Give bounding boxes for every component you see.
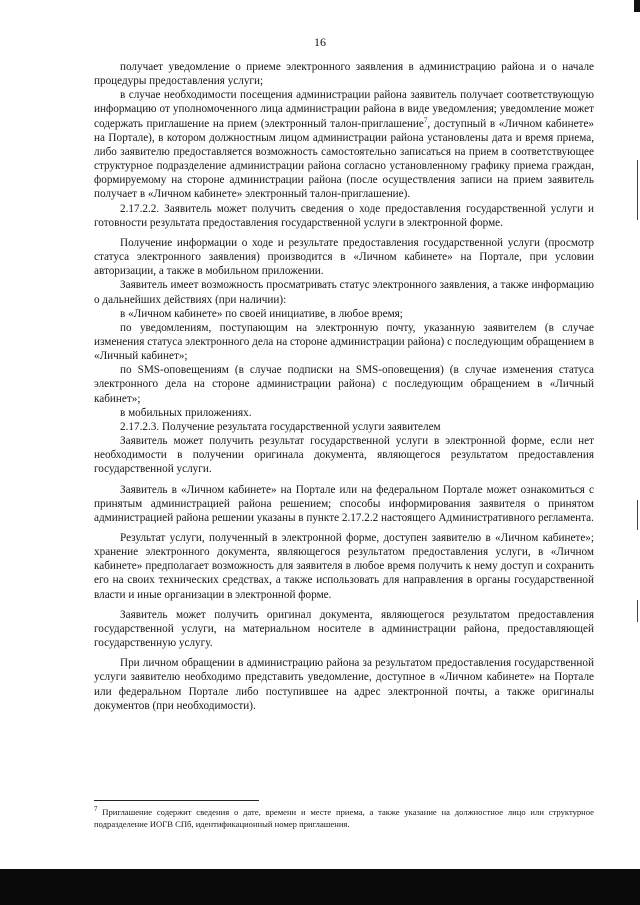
paragraph	[94, 434, 594, 476]
paragraph	[94, 406, 594, 420]
paragraph-text: в мобильных приложениях.	[120, 406, 252, 419]
paragraph	[94, 321, 594, 363]
paragraph-text: Заявитель имеет возможность просматривать статус электронного заявления, а также информацию о дальнейших действиях (при наличии):	[94, 279, 594, 306]
paragraph-text: Получение информации о ходе и результате предоставления государственной услуги (просмотр статуса электронного заявления) производится в «Личном кабинете» на Портале, при условии авторизации, а также в мобильном приложении.	[94, 236, 594, 278]
paragraph	[94, 60, 594, 88]
paragraph-text: получает уведомление о приеме электронного заявления в администрацию района и о начале процедуры предоставления услуги;	[94, 61, 594, 88]
footnote-text: Приглашение содержит сведения о дате, времени и месте приема, а также указание на должностное лицо или структурное подразделение ИОГВ СПб, идентификационный номер приглашения.	[94, 807, 594, 829]
footnote-divider	[94, 800, 259, 801]
paragraph	[94, 608, 594, 650]
paragraph-text: , доступный в «Личном кабинете» на Портале), в котором должностным лицом администрации района установлены дата и время приема, либо заявителю предоставляется возможность самостоятельно записаться на прием в соответствующее структурное подразделение администрации района согласно установленному графику приема граждан, формируемому на стороне администрации района (после осуществления записи на прием заявитель получает в «Личном кабинете» электронный талон-приглашение).	[94, 117, 594, 201]
scan-edge-mark	[637, 500, 638, 530]
page-number: 16	[314, 35, 326, 49]
paragraph	[94, 420, 594, 434]
scan-edge-mark	[634, 0, 640, 12]
paragraph-text: Заявитель может получить результат государственной услуги в электронной форме, если нет необходимости в получении оригинала документа, являющегося результатом предоставления государственной услуги.	[94, 435, 594, 476]
paragraph	[94, 363, 594, 405]
paragraph	[94, 202, 594, 230]
paragraph	[94, 656, 594, 713]
paragraph-text: Заявитель в «Личном кабинете» на Портале или на федеральном Портале может ознакомиться с принятым администрацией района решением; способы информирования заявителя о принятом администрацией района решении указаны в пункте 2.17.2.2 настоящего Административного регламента.	[94, 483, 594, 524]
paragraph	[94, 88, 594, 201]
paragraph-text: Заявитель может получить оригинал документа, являющегося результатом предоставления государственной услуги, на материальном носителе в администрации района, предоставляющей государственную услугу.	[94, 608, 594, 650]
footnote-reference: 7	[423, 115, 428, 124]
paragraph	[94, 531, 594, 602]
footnote	[94, 806, 594, 830]
paragraph-text: При личном обращении в администрацию района за результатом предоставления государственной услуги заявителю необходимо представить уведомление, доступное в «Личном кабинете» на Портале или федеральном Портале либо поступившее на адрес электронной почты, а также оригиналы документов (при необходимости).	[94, 657, 594, 712]
paragraph	[94, 483, 594, 525]
paragraph-text: в «Личном кабинете» по своей инициативе, в любое время;	[120, 307, 403, 320]
scan-edge-mark	[637, 160, 638, 220]
paragraph	[94, 307, 594, 321]
scan-edge-mark	[637, 600, 638, 622]
paragraph-text: по SMS-оповещениям (в случае подписки на SMS-оповещения) (в случае изменения статуса электронного дела на стороне администрации района) с последующим обращением в «Личный кабинет»;	[94, 364, 594, 405]
paragraph-text: в случае необходимости посещения администрации района заявитель получает соответствующую информацию от уполномоченного лица администрации района в виде уведомления; уведомление может содержать приглашение на прием (электронный талон-приглашение	[94, 89, 594, 130]
paragraph	[94, 278, 594, 306]
footnote-marker: 7	[94, 805, 98, 814]
body-text	[94, 60, 594, 713]
paragraph-text: по уведомлениям, поступающим на электронную почту, указанную заявителем (в случае изменения статуса электронного дела на стороне администрации района) с последующим обращением в «Личный кабинет»;	[94, 321, 594, 363]
paragraph	[94, 236, 594, 278]
scan-border	[0, 869, 640, 905]
paragraph-text: Результат услуги, полученный в электронной форме, доступен заявителю в «Личном кабинете»; хранение электронного документа, являющегося результатом предоставления услуги, в «Личном кабинете» предполагает возможность для заявителя в любое время получить к нему доступ и сохранить его на своих технических средствах, а также использовать для направления в органы государственной власти и иные организации в электронной форме.	[94, 532, 594, 601]
paragraph-text: 2.17.2.3. Получение результата государственной услуги заявителем	[120, 420, 441, 433]
paragraph-text: 2.17.2.2. Заявитель может получить сведения о ходе предоставления государственной услуги и готовности результата предоставления государственной услуги в электронной форме.	[94, 202, 594, 229]
